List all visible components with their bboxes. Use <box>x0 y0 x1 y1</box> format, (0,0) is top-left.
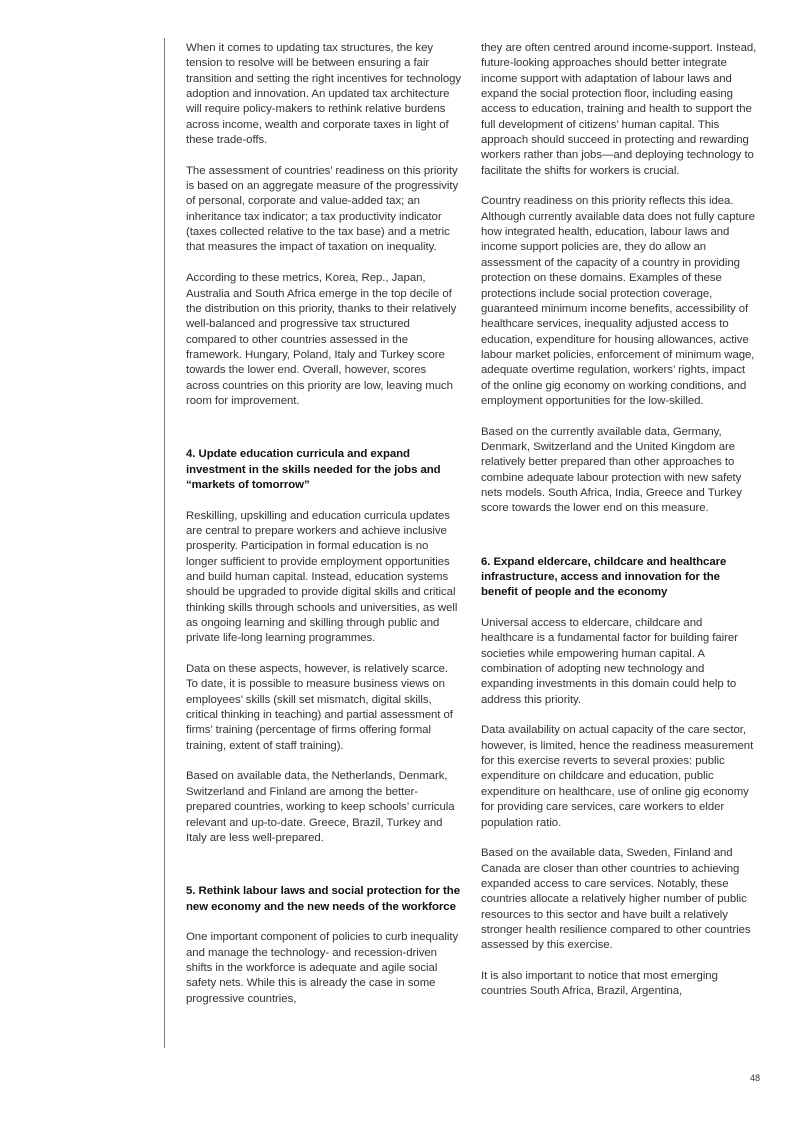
paragraph-care-results: Based on the available data, Sweden, Finland and Canada are closer than other countries to achieving expanded access to care services. Notably, these countries allocate a relatively higher number of public resources to this sector and have built a relatively stronger health resilience compared to other countries assessed by this exercise. <box>481 847 751 952</box>
paragraph-tax-assessment: The assessment of countries’ readiness on this priority is based on an aggregate measure of the progressivity of personal, corporate and value-added tax; an inheritance tax indicator; a tax productivity indicator (taxes collected relative to the tax base) and a metric that measures the impact of taxation on inequality. <box>186 164 459 254</box>
left-column <box>186 41 462 1022</box>
right-column <box>481 41 757 1015</box>
paragraph-reskilling: Reskilling, upskilling and education curricula updates are central to prepare workers and achieve inclusive prosperity. Participation in formal education is no longer sufficient to provide employment opportunities and build human capital. Instead, education systems should be upgraded to provide digital skills and critical thinking skills through schools and universities, as well as ongoing learning and skilling through public and private life-long learning programmes. <box>186 509 458 645</box>
heading-care-infrastructure: 6. Expand eldercare, childcare and healthcare infrastructure, access and innovation for the benefit of people and the economy <box>481 555 727 599</box>
paragraph-universal-care: Universal access to eldercare, childcare and healthcare is a fundamental factor for building fairer societies while empowering human capital. A combination of adopting new technology and expanding investments in this domain could help to address this priority. <box>481 617 738 706</box>
paragraph-income-support: they are often centred around income-support. Instead, future-looking approaches should better integrate income support with adaptation of labour laws and expand the social protection floor, including easing access to education, training and health to support the full development of citizens’ human capital. This approach should succeed in protecting and rewarding workers rather than jobs—and deploying technology to facilitate the shifts for workers is crucial. <box>481 42 757 177</box>
heading-education-curricula: 4. Update education curricula and expand investment in the skills needed for the jobs and “markets of tomorrow” <box>186 448 441 491</box>
paragraph-education-results: Based on available data, the Netherlands, Denmark, Switzerland and Finland are among the better-prepared countries, working to keep schools’ curricula relevant and up-to-date. Greece, Brazil, Turkey and Italy are less well-prepared. <box>186 770 455 844</box>
page-number: 48 <box>749 1073 760 1083</box>
heading-labour-laws: 5. Rethink labour laws and social protection for the new economy and the new needs of the workforce <box>186 885 460 913</box>
margin-rule <box>164 38 165 1048</box>
paragraph-labour-readiness: Country readiness on this priority reflects this idea. Although currently available data does not fully capture how integrated health, education, labour laws and income support policies are, they do allow an assessment of the capacity of a country in providing protection on these domains. Examples of these protections include social protection coverage, guaranteed minimum income benefits, accessibility of healthcare services, inequality adjusted access to education, expenditure for housing allowances, active labour market policies, enforcement of minimum wage, adequate overtime regulation, workers’ rights, impact of the online gig economy on working conditions, and employment opportunities for the low-skilled. <box>481 195 755 407</box>
paragraph-emerging-countries: It is also important to notice that most emerging countries South Africa, Brazil, Argentina, <box>481 969 718 998</box>
paragraph-education-data: Data on these aspects, however, is relatively scarce. To date, it is possible to measure business views on employees’ skills (skill set mismatch, digital skills, critical thinking in teaching) and partial assessment of firms’ training (percentage of firms offering formal training, extent of staff training). <box>186 663 453 752</box>
paragraph-tax-results: According to these metrics, Korea, Rep., Japan, Australia and South Africa emerge in the top decile of the distribution on this priority, thanks to their relatively well-balanced and progressive tax structured compared to other countries assessed in the framework. Hungary, Poland, Italy and Turkey score towards the lower end. Overall, however, scores across countries on this priority are low, leaving much room for improvement. <box>186 272 457 407</box>
paragraph-care-data: Data availability on actual capacity of the care sector, however, is limited, hence the readiness measurement for this exercise reverts to several proxies: public expenditure on childcare and education, public expenditure on healthcare, use of online gig economy for providing care services, care workers to elder population ratio. <box>481 724 754 829</box>
paragraph-safety-nets: One important component of policies to curb inequality and manage the technology- and recession-driven shifts in the workforce is adequate and agile social safety nets. While this is already the case in some progressive countries, <box>186 931 459 1005</box>
paragraph-labour-results: Based on the currently available data, Germany, Denmark, Switzerland and the United Kingdom are relatively better prepared than other approaches to combine adequate labour protection with new safety nets models. South Africa, India, Greece and Turkey score towards the lower end on this measure. <box>481 425 742 515</box>
paragraph-tax-structures: When it comes to updating tax structures, the key tension to resolve will be between ensuring a fair transition and setting the right incentives for technology adoption and innovation. An updated tax architecture will require policy-makers to rethink relative burdens across income, wealth and corporate taxes in light of these trade-offs. <box>186 42 462 147</box>
